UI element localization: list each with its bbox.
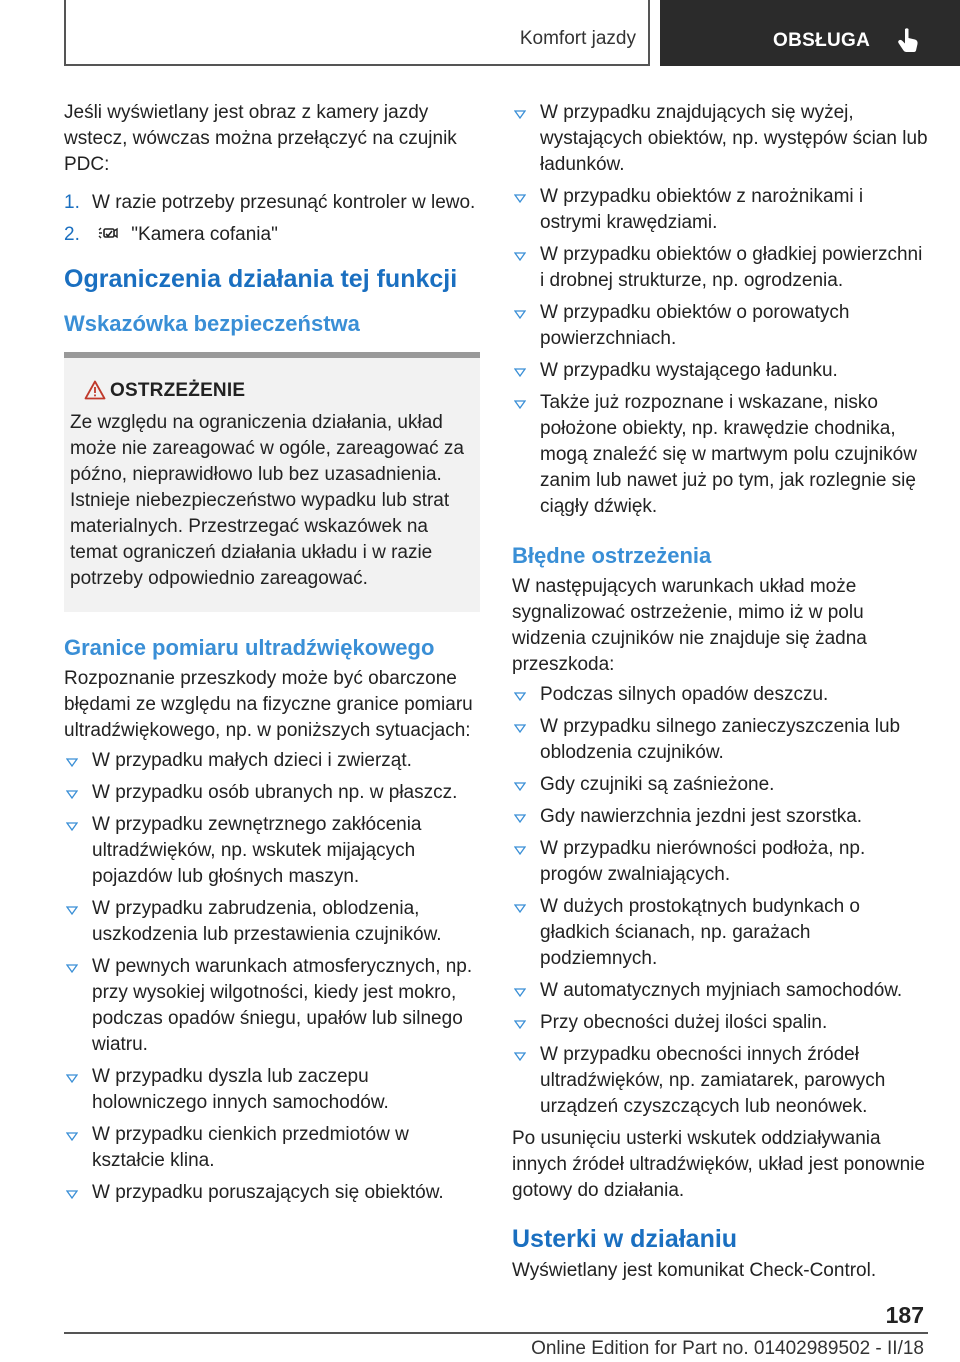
intro-paragraph: Jeśli wyświetlany jest obraz z kamery jazdy wstecz, wówczas można przełączyć na czujnik PDC: <box>64 102 457 175</box>
bullet-triangle-icon <box>514 724 526 733</box>
section-title-limits: Ograniczenia działania tej funkcji <box>64 265 458 293</box>
bullet-triangle-icon <box>514 692 526 701</box>
step-text: W razie potrzeby przesunąć kontroler w lewo. <box>92 192 476 213</box>
list-item-text: W przypadku dyszla lub zaczepu holowniczego innych samochodów. <box>92 1066 389 1113</box>
right-column <box>512 100 928 1296</box>
list-item-text: W przypadku obiektów z narożnikami i ostrymi krawędziami. <box>540 186 864 233</box>
ultrasonic-limits-list-continued <box>512 100 928 520</box>
bullet-triangle-icon <box>514 310 526 319</box>
bullet-triangle-icon <box>514 782 526 791</box>
bullet-triangle-icon <box>66 790 78 799</box>
header-chapter-label: OBSŁUGA <box>773 30 871 51</box>
bullet-triangle-icon <box>514 368 526 377</box>
pointing-hand-icon <box>896 27 920 53</box>
list-item <box>512 184 928 236</box>
list-item <box>512 714 928 766</box>
footer-edition: Online Edition for Part no. 01402989502 - II/18 <box>531 1338 924 1359</box>
false-warnings-outro: Po usunięciu usterki wskutek oddziaływania innych źródeł ultradźwięków, układ jest ponownie gotowy do działania. <box>512 1128 925 1201</box>
safety-notice-title: Wskazówka bezpieczeństwa <box>64 311 360 336</box>
list-item <box>512 1042 928 1120</box>
bullet-triangle-icon <box>514 110 526 119</box>
bullet-triangle-icon <box>66 1132 78 1141</box>
bullet-triangle-icon <box>514 1052 526 1061</box>
step-item <box>64 190 480 216</box>
bullet-triangle-icon <box>514 814 526 823</box>
left-column <box>64 100 480 1212</box>
bullet-triangle-icon <box>66 758 78 767</box>
warning-box <box>64 352 480 612</box>
ultrasonic-limits-intro: Rozpoznanie przeszkody może być obarczone błędami ze względu na fizyczne granice pomiaru ultradźwiękowego, np. w poniższych sytuacjach: <box>64 668 473 741</box>
list-item <box>512 100 928 178</box>
list-item-text: W przypadku małych dzieci i zwierząt. <box>92 750 412 771</box>
list-item <box>512 358 928 384</box>
bullet-triangle-icon <box>514 194 526 203</box>
camera-sensor-icon <box>98 225 118 241</box>
bullet-triangle-icon <box>66 906 78 915</box>
warning-header <box>70 378 474 404</box>
list-item-text: W przypadku obiektów o gładkiej powierzchni i drobnej strukturze, np. ogrodzenia. <box>540 244 923 291</box>
step-number: 1. <box>64 192 80 213</box>
list-item-text: W pewnych warunkach atmosferycznych, np. przy wysokiej wilgotności, kiedy jest mokro, podczas opadów śniegu, upałów lub silnego wiatru. <box>92 956 473 1055</box>
list-item <box>64 954 480 1058</box>
list-item-text: W automatycznych myjniach samochodów. <box>540 980 903 1001</box>
list-item <box>512 804 928 830</box>
bullet-triangle-icon <box>514 400 526 409</box>
page-number: 187 <box>885 1302 924 1328</box>
false-warnings-list <box>512 682 928 1120</box>
list-item-text: Gdy nawierzchnia jezdni jest szorstka. <box>540 806 863 827</box>
list-item-text: W przypadku cienkich przedmiotów w kształcie klina. <box>92 1124 409 1171</box>
step-number: 2. <box>64 224 80 245</box>
list-item <box>64 1122 480 1174</box>
step-text: "Kamera cofania" <box>131 224 278 245</box>
false-warnings-intro: W następujących warunkach układ może sygnalizować ostrzeżenie, mimo iż w polu widzenia czujników nie znajduje się żadna przeszkoda: <box>512 576 867 675</box>
list-item-text: W przypadku znajdujących się wyżej, wystających obiektów, np. występów ścian lub ładunków. <box>540 102 928 175</box>
bullet-triangle-icon <box>66 822 78 831</box>
section-title-faults: Usterki w działaniu <box>512 1225 738 1253</box>
list-item-text: W przypadku zabrudzenia, oblodzenia, uszkodzenia lub przestawienia czujników. <box>92 898 442 945</box>
bullet-triangle-icon <box>514 1020 526 1029</box>
steps-list <box>64 190 480 248</box>
bullet-triangle-icon <box>66 1074 78 1083</box>
list-item <box>512 1010 928 1036</box>
list-item-text: W przypadku wystającego ładunku. <box>540 360 838 381</box>
bullet-triangle-icon <box>514 904 526 913</box>
page-header <box>0 0 960 66</box>
list-item <box>512 682 928 708</box>
list-item <box>512 978 928 1004</box>
list-item <box>64 1180 480 1206</box>
header-chapter-tab <box>660 0 960 66</box>
list-item-text: W przypadku silnego zanieczyszczenia lub oblodzenia czujników. <box>540 716 901 763</box>
false-warnings-title: Błędne ostrzeżenia <box>512 543 712 568</box>
list-item-text: W przypadku osób ubranych np. w płaszcz. <box>92 782 458 803</box>
bullet-triangle-icon <box>514 846 526 855</box>
bullet-triangle-icon <box>514 252 526 261</box>
list-item-text: W przypadku nierówności podłoża, np. progów zwalniających. <box>540 838 866 885</box>
list-item-text: Gdy czujniki są zaśnieżone. <box>540 774 775 795</box>
list-item-text: Także już rozpoznane i wskazane, nisko położone obiekty, np. krawędzie chodnika, mogą znaleźć się w martwym polu czujników zanim lub nawet już po tym, jak rozlegnie się ciągły dźwięk. <box>540 392 917 517</box>
ultrasonic-limits-title: Granice pomiaru ultradźwiękowego <box>64 635 435 660</box>
warning-title: OSTRZEŻENIE <box>110 380 246 401</box>
list-item <box>64 896 480 948</box>
list-item <box>64 748 480 774</box>
list-item <box>512 836 928 888</box>
list-item <box>64 780 480 806</box>
bullet-triangle-icon <box>66 1190 78 1199</box>
list-item <box>512 300 928 352</box>
list-item <box>512 772 928 798</box>
list-item <box>512 242 928 294</box>
list-item <box>64 812 480 890</box>
warning-triangle-icon <box>84 380 106 400</box>
list-item <box>64 1064 480 1116</box>
list-item-text: W przypadku obecności innych źródeł ultradźwięków, np. zamiatarek, parowych urządzeń czyszczących lub neonówek. <box>540 1044 886 1117</box>
list-item-text: Przy obecności dużej ilości spalin. <box>540 1012 828 1033</box>
list-item-text: W przypadku poruszających się obiektów. <box>92 1182 444 1203</box>
warning-text: Ze względu na ograniczenia działania, układ może nie zareagować w ogóle, zareagować za późno, nieprawidłowo lub bez uzasadnienia. Istnieje niebezpieczeństwo wypadku lub strat materialnych. Przestrzegać wskazówek na temat ograniczeń działania układu i w razie potrzeby odpowiednio zareagować. <box>70 412 464 589</box>
list-item-text: W przypadku obiektów o porowatych powierzchniach. <box>540 302 850 349</box>
header-section-title: Komfort jazdy <box>519 28 636 49</box>
list-item-text: W przypadku zewnętrznego zakłócenia ultradźwięków, np. wskutek mijających pojazdów lub głośnych maszyn. <box>92 814 422 887</box>
ultrasonic-limits-list <box>64 748 480 1206</box>
bullet-triangle-icon <box>66 964 78 973</box>
list-item <box>512 390 928 520</box>
footer-divider <box>64 1332 928 1334</box>
list-item-text: Podczas silnych opadów deszczu. <box>540 684 829 705</box>
list-item <box>512 894 928 972</box>
bullet-triangle-icon <box>514 988 526 997</box>
step-item <box>64 222 480 248</box>
faults-text: Wyświetlany jest komunikat Check-Control. <box>512 1260 877 1281</box>
list-item-text: W dużych prostokątnych budynkach o gładkich ścianach, np. garażach podziemnych. <box>540 896 861 969</box>
